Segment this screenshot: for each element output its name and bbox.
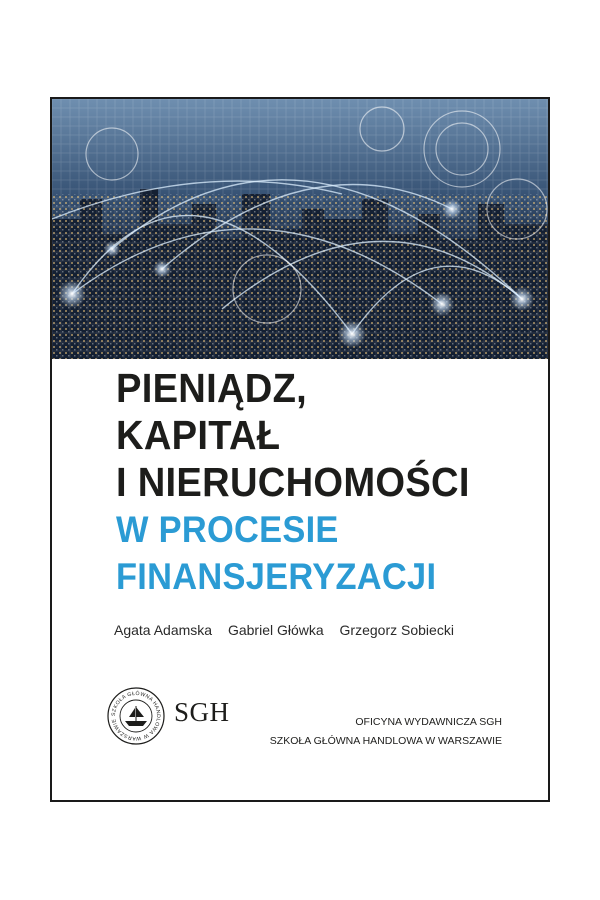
subtitle-line-1: W PROCESIE — [116, 509, 339, 550]
publisher-info — [270, 713, 502, 751]
publisher-name: OFICYNA WYDAWNICZA SGH — [355, 716, 502, 728]
publisher-school: SZKOŁA GŁÓWNA HANDLOWA W WARSZAWIE — [269, 735, 502, 747]
author-list — [114, 622, 534, 638]
svg-text:SZKOŁA GŁÓWNA HANDLOWA W WARSZ: SZKOŁA GŁÓWNA HANDLOWA W WARSZAWIE — [110, 690, 162, 742]
title-line-3: I NIERUCHOMOŚCI — [116, 459, 470, 505]
city-skyline-network-image — [52, 99, 548, 359]
university-seal-icon — [106, 686, 166, 746]
title-line-1: PIENIĄDZ, — [116, 365, 308, 411]
author-name: Gabriel Główka — [227, 622, 324, 638]
title-line-2: KAPITAŁ — [116, 412, 281, 458]
author-name: Agata Adamska — [114, 622, 213, 638]
author-name: Grzegorz Sobiecki — [339, 622, 454, 638]
book-cover — [50, 97, 550, 802]
sgh-logo: SGH — [174, 697, 230, 727]
book-title — [116, 365, 536, 600]
subtitle-line-2: FINANSJERYZACJI — [116, 556, 437, 597]
